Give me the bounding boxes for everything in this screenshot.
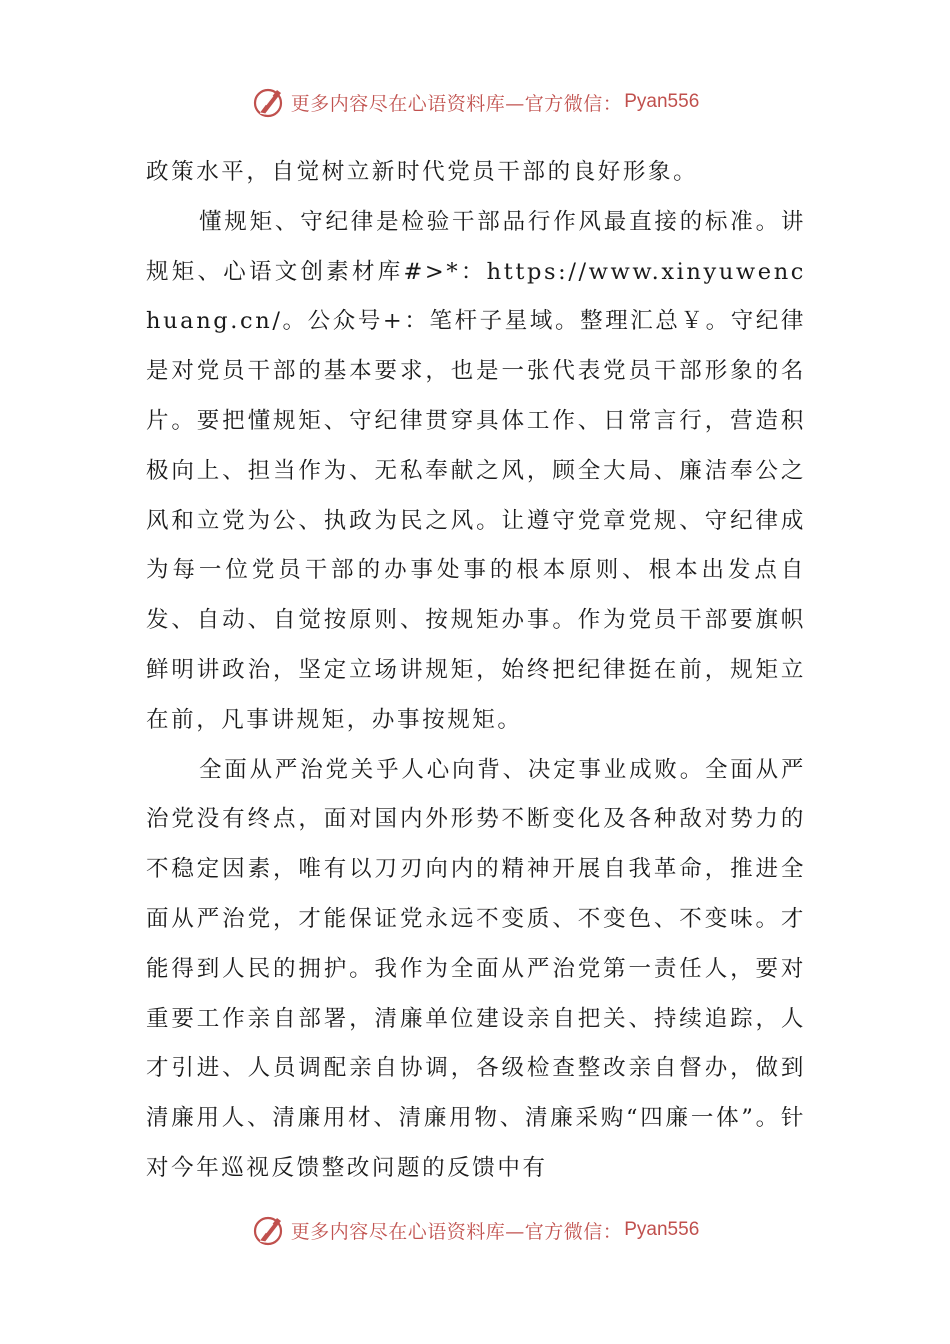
header-banner-text: 更多内容尽在心语资料库—官方微信：	[290, 92, 623, 115]
paragraph-1: 政策水平，自觉树立新时代党员干部的良好形象。	[146, 159, 699, 185]
footer-banner-text: 更多内容尽在心语资料库—官方微信：	[290, 1220, 623, 1243]
header-banner	[0, 82, 950, 122]
paragraph-3: 全面从严治党关乎人心向背、决定事业成败。全面从严治党没有终点，面对国内外形势不断变化及各种敌对势力的不稳定因素，唯有以刀刃向内的精神开展自我革命，推进全面从严治党，才能保证党永远不变质、不变色、不变味。才能得到人民的拥护。我作为全面从严治党第一责任人，要对重要工作亲自部署，清廉单位建设亲自把关、持续追踪，人才引进、人员调配亲自协调，各级检查整改亲自督办，做到清廉用人、清廉用材、清廉用物、清廉采购“四廉一体”。针对今年巡视反馈整改问题的反馈中有	[146, 756, 806, 1181]
quill-logo-icon	[251, 84, 287, 120]
paragraph-2: 懂规矩、守纪律是检验干部品行作风最直接的标准。讲规矩、心语文创素材库#>*：https://www.xinyuwenchuang.cn/。公众号+：笔杆子星域。整理汇总￥。守纪律是对党员干部的基本要求，也是一张代表党员干部形象的名片。要把懂规矩、守纪律贯穿具体工作、日常言行，营造积极向上、担当作为、无私奉献之风，顾全大局、廉洁奉公之风和立党为公、执政为民之风。让遵守党章党规、守纪律成为每一位党员干部的办事处事的根本原则、根本出发点自发、自动、自觉按原则、按规矩办事。作为党员干部要旗帜鲜明讲政治，坚定立场讲规矩，始终把纪律挺在前，规矩立在前，凡事讲规矩，办事按规矩。	[146, 208, 806, 733]
footer-banner	[0, 1210, 950, 1250]
document-body	[146, 148, 806, 1194]
header-wechat-id: Pyan556	[624, 91, 700, 112]
footer-wechat-id: Pyan556	[624, 1219, 700, 1240]
quill-logo-icon	[251, 1212, 287, 1248]
